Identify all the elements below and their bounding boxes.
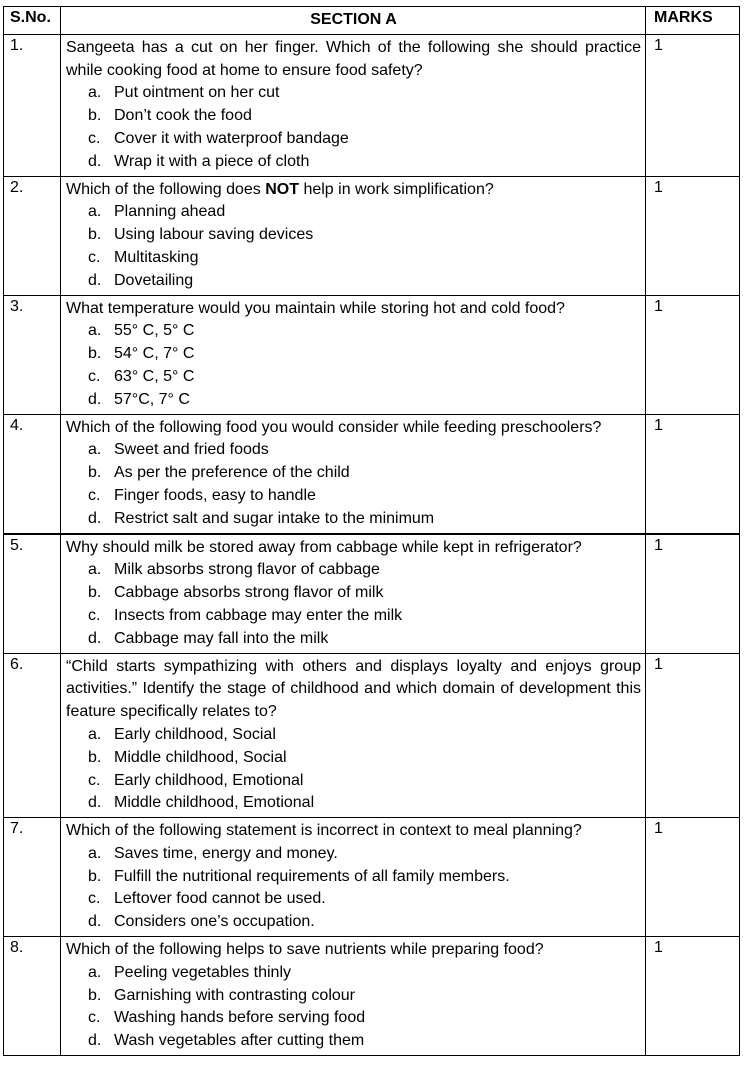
option-letter: c.: [88, 367, 101, 385]
option-item: [66, 582, 641, 605]
option-item: [66, 224, 641, 247]
option-text: Middle childhood, Emotional: [114, 794, 315, 812]
option-item: [66, 911, 641, 934]
question-row: [3, 296, 740, 415]
option-letter: a.: [88, 561, 102, 579]
option-list: [66, 843, 641, 934]
question-marks: 1: [654, 416, 663, 434]
option-item: [66, 389, 641, 412]
option-item: [66, 605, 641, 628]
option-text: Don’t cook the food: [114, 107, 252, 125]
option-text: Insects from cabbage may enter the milk: [114, 606, 403, 624]
option-item: [66, 770, 641, 793]
option-item: [66, 485, 641, 508]
option-letter: a.: [88, 441, 102, 459]
option-letter: b.: [88, 867, 102, 885]
option-letter: c.: [88, 1009, 101, 1027]
question-marks: 1: [654, 655, 663, 673]
option-text: Finger foods, easy to handle: [114, 486, 316, 504]
option-list: [66, 724, 641, 815]
question-number: 4.: [4, 415, 61, 533]
option-letter: b.: [88, 107, 102, 125]
question-cell: [61, 177, 646, 295]
option-text: Early childhood, Social: [114, 725, 276, 743]
option-text: Cabbage may fall into the milk: [114, 629, 329, 647]
question-cell: [61, 35, 646, 176]
question-text-part: Which of the following does: [66, 180, 266, 198]
question-row: [3, 415, 740, 534]
option-letter: c.: [88, 486, 101, 504]
option-letter: b.: [88, 748, 102, 766]
option-letter: c.: [88, 129, 101, 147]
question-number: 8.: [4, 937, 61, 1055]
question-text-part: Sangeeta has a cut on her finger. Which of the following she should practice while cooking food at home to ensure food safety?: [66, 38, 641, 79]
option-text: 54° C, 7° C: [114, 345, 195, 363]
question-emphasis: NOT: [265, 180, 299, 198]
option-letter: d.: [88, 271, 102, 289]
option-item: [66, 792, 641, 815]
option-text: Fulfill the nutritional requirements of all family members.: [114, 867, 510, 885]
option-letter: b.: [88, 584, 102, 602]
question-table: [3, 6, 740, 1056]
option-item: [66, 559, 641, 582]
question-row: [3, 35, 740, 177]
option-text: Put ointment on her cut: [114, 84, 280, 102]
option-letter: a.: [88, 84, 102, 102]
question-row: [3, 818, 740, 937]
option-text: Sweet and fried foods: [114, 441, 269, 459]
question-marks: 1: [654, 820, 663, 838]
option-letter: c.: [88, 890, 101, 908]
option-item: [66, 320, 641, 343]
option-letter: d.: [88, 509, 102, 527]
option-item: [66, 508, 641, 531]
question-text-part: Which of the following helps to save nutrients while preparing food?: [66, 941, 544, 959]
question-marks: 1: [654, 939, 663, 957]
option-letter: b.: [88, 345, 102, 363]
option-text: Cabbage absorbs strong flavor of milk: [114, 584, 384, 602]
question-cell: [61, 818, 646, 936]
question-cell: [61, 535, 646, 653]
option-text: 57°C, 7° C: [114, 390, 190, 408]
option-item: [66, 439, 641, 462]
option-text: Planning ahead: [114, 203, 226, 221]
option-letter: a.: [88, 844, 102, 862]
option-text: Washing hands before serving food: [114, 1009, 366, 1027]
question-text-part: Which of the following statement is incorrect in context to meal planning?: [66, 822, 582, 840]
option-list: [66, 439, 641, 530]
option-text: 55° C, 5° C: [114, 322, 195, 340]
option-letter: b.: [88, 986, 102, 1004]
question-text: [66, 939, 641, 962]
question-row: [3, 937, 740, 1056]
option-text: Peeling vegetables thinly: [114, 963, 292, 981]
option-letter: c.: [88, 248, 101, 266]
question-cell: [61, 415, 646, 533]
option-list: [66, 962, 641, 1053]
question-text: [66, 179, 641, 202]
question-cell: [61, 937, 646, 1055]
option-item: [66, 366, 641, 389]
option-letter: a.: [88, 725, 102, 743]
question-marks: 1: [654, 178, 663, 196]
option-text: Leftover food cannot be used.: [114, 890, 326, 908]
option-item: [66, 201, 641, 224]
question-text-part: What temperature would you maintain while storing hot and cold food?: [66, 299, 565, 317]
question-row: [3, 177, 740, 296]
option-item: [66, 82, 641, 105]
option-item: [66, 747, 641, 770]
question-marks: 1: [654, 297, 663, 315]
option-letter: a.: [88, 322, 102, 340]
option-item: [66, 985, 641, 1008]
option-item: [66, 962, 641, 985]
option-item: [66, 628, 641, 651]
option-item: [66, 247, 641, 270]
question-text: [66, 417, 641, 440]
option-letter: c.: [88, 771, 101, 789]
question-text: [66, 656, 641, 724]
question-text: [66, 37, 641, 83]
option-list: [66, 201, 641, 292]
question-text-part: Why should milk be stored away from cabbage while kept in refrigerator?: [66, 538, 582, 556]
option-item: [66, 462, 641, 485]
option-text: Restrict salt and sugar intake to the minimum: [114, 509, 435, 527]
option-item: [66, 128, 641, 151]
option-letter: b.: [88, 226, 102, 244]
option-item: [66, 105, 641, 128]
option-letter: d.: [88, 913, 102, 931]
option-text: Considers one’s occupation.: [114, 913, 315, 931]
option-item: [66, 1007, 641, 1030]
option-letter: d.: [88, 794, 102, 812]
table-header: [3, 6, 740, 35]
question-number: 7.: [4, 818, 61, 936]
option-letter: a.: [88, 963, 102, 981]
question-text: [66, 298, 641, 321]
question-number: 1.: [4, 35, 61, 176]
option-text: Garnishing with contrasting colour: [114, 986, 356, 1004]
question-cell: [61, 654, 646, 818]
option-letter: d.: [88, 629, 102, 647]
option-letter: b.: [88, 464, 102, 482]
question-row: [3, 654, 740, 819]
marks-header: MARKS: [654, 9, 713, 26]
question-marks: 1: [654, 36, 663, 54]
question-text-part: help in work simplification?: [299, 180, 494, 198]
question-cell: [61, 296, 646, 414]
option-letter: a.: [88, 203, 102, 221]
question-text: [66, 820, 641, 843]
option-text: Wash vegetables after cutting them: [114, 1032, 365, 1050]
section-header: SECTION A: [61, 7, 646, 34]
option-list: [66, 559, 641, 650]
option-text: Early childhood, Emotional: [114, 771, 304, 789]
option-letter: d.: [88, 152, 102, 170]
option-item: [66, 888, 641, 911]
option-text: Saves time, energy and money.: [114, 844, 338, 862]
question-row: [3, 534, 740, 654]
question-text-part: “Child starts sympathizing with others and displays loyalty and enjoys group activities.” Identify the stage of childhood and which domain of development this feature specifically relates to?: [66, 657, 641, 721]
option-text: Cover it with waterproof bandage: [114, 129, 349, 147]
option-text: Milk absorbs strong flavor of cabbage: [114, 561, 380, 579]
option-item: [66, 270, 641, 293]
option-text: As per the preference of the child: [114, 464, 350, 482]
question-marks: 1: [654, 536, 663, 554]
option-item: [66, 343, 641, 366]
option-list: [66, 320, 641, 411]
option-letter: c.: [88, 606, 101, 624]
option-list: [66, 82, 641, 173]
option-text: Using labour saving devices: [114, 226, 314, 244]
question-text: [66, 537, 641, 560]
option-item: [66, 843, 641, 866]
option-text: Middle childhood, Social: [114, 748, 287, 766]
option-letter: d.: [88, 1032, 102, 1050]
question-number: 5.: [4, 535, 61, 653]
question-number: 3.: [4, 296, 61, 414]
question-number: 2.: [4, 177, 61, 295]
option-text: Multitasking: [114, 248, 199, 266]
question-text-part: Which of the following food you would consider while feeding preschoolers?: [66, 418, 602, 436]
option-text: Wrap it with a piece of cloth: [114, 152, 310, 170]
option-item: [66, 866, 641, 889]
option-item: [66, 151, 641, 174]
option-item: [66, 1030, 641, 1053]
option-item: [66, 724, 641, 747]
option-text: 63° C, 5° C: [114, 367, 195, 385]
option-text: Dovetailing: [114, 271, 194, 289]
option-letter: d.: [88, 390, 102, 408]
question-number: 6.: [4, 654, 61, 818]
sno-header: S.No.: [4, 7, 61, 34]
